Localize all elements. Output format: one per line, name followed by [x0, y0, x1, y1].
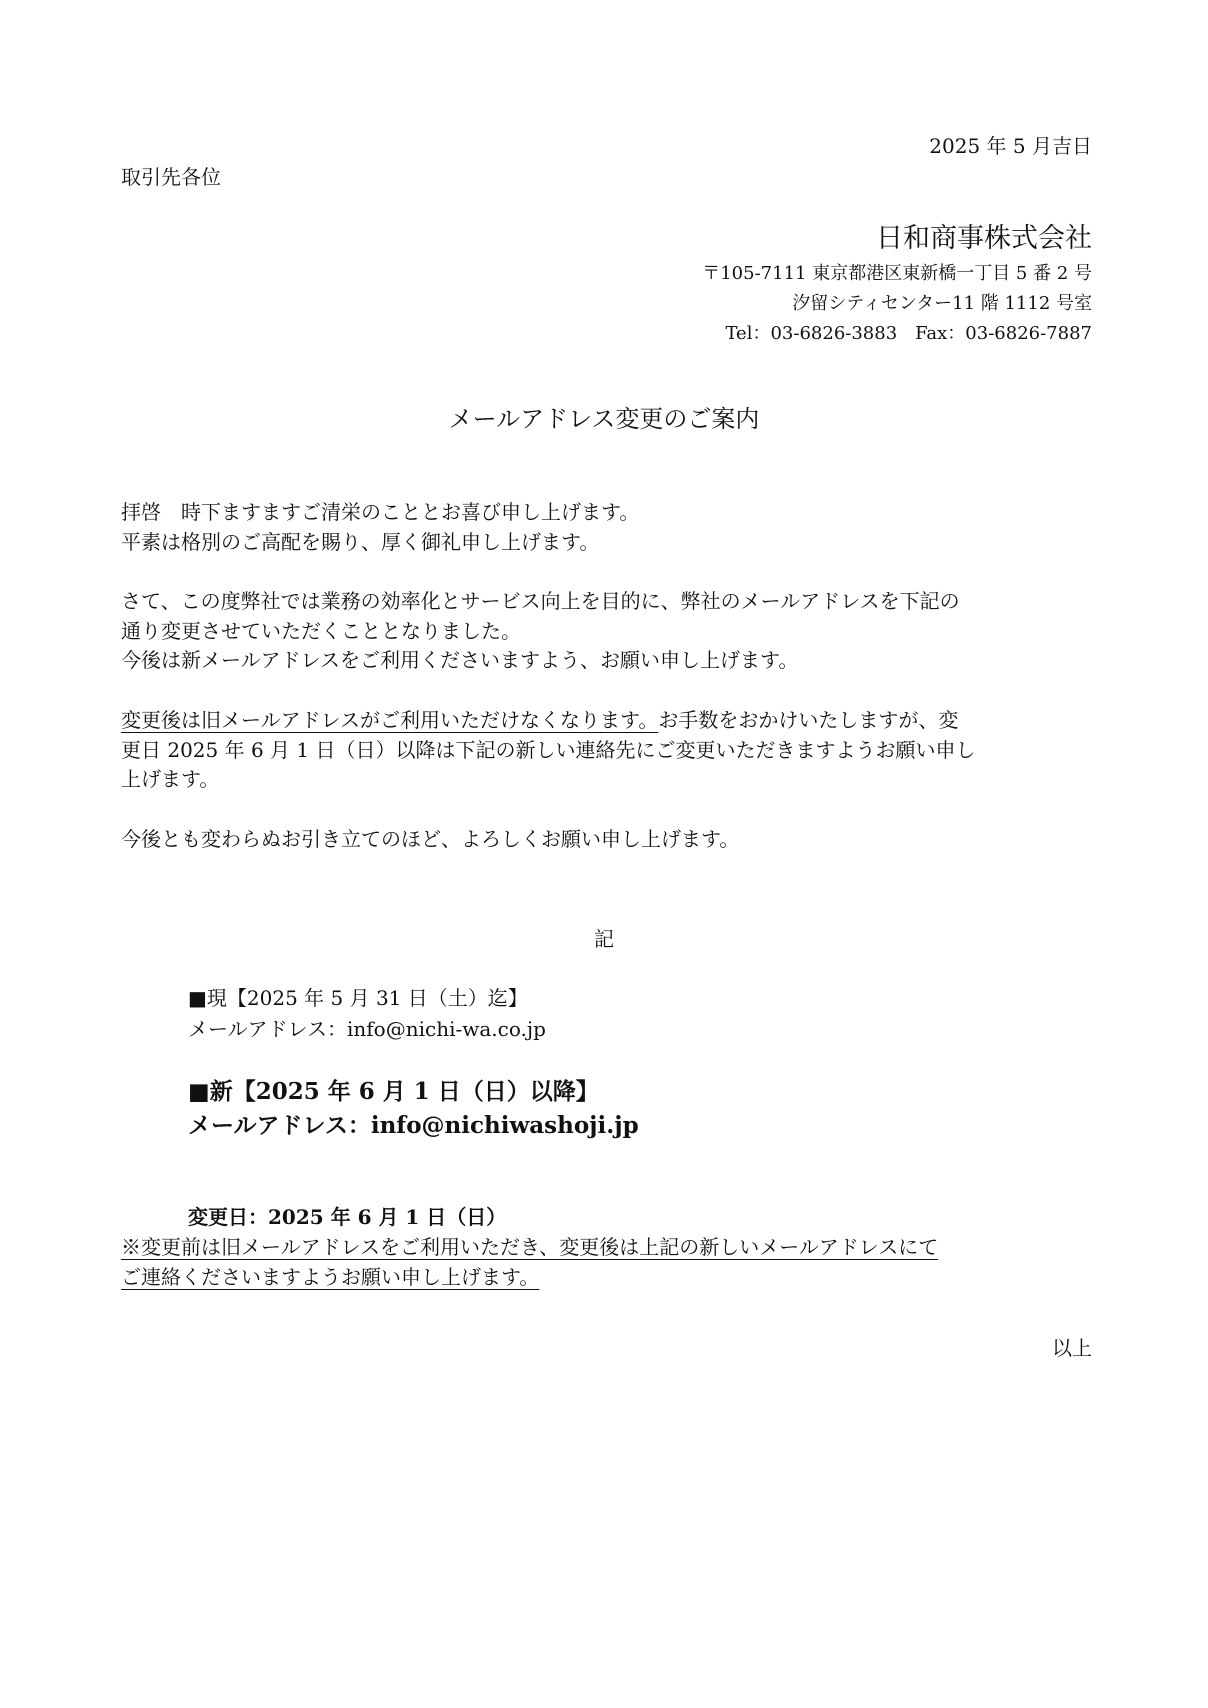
note-line-2: [121, 1262, 539, 1292]
notice-line-3: 上げます。: [121, 767, 220, 791]
closing-greeting: 今後とも変わらぬお引き立てのほど、よろしくお願い申し上げます。: [121, 827, 740, 851]
document-title: メールアドレス変更のご案内: [448, 405, 760, 433]
new-address-heading: ■新【2025 年 6 月 1 日（日）以降】: [188, 1078, 599, 1105]
new-email: メールアドレス：info@nichiwashoji.jp: [188, 1112, 639, 1139]
notice-underlined-text: 変更後は旧メールアドレスがご利用いただけなくなります。: [121, 708, 659, 732]
notice-line-1-rest: お手数をおかけいたしますが、変: [658, 708, 959, 732]
closing-mark: 以上: [1052, 1336, 1092, 1360]
company-name: 日和商事株式会社: [876, 223, 1092, 254]
recipient-line: 取引先各位: [121, 165, 221, 189]
note-line-1: [121, 1232, 938, 1262]
greeting-line-2: 平素は格別のご高配を賜り、厚く御礼申し上げます。: [121, 530, 600, 554]
note-line-1-text: ※変更前は旧メールアドレスをご利用いただき、変更後は上記の新しいメールアドレスにて: [121, 1235, 939, 1259]
note-line-2-text: ご連絡くださいますようお願い申し上げます。: [121, 1265, 540, 1289]
announcement-line-2: 通り変更させていただくこととなりました。: [121, 619, 521, 643]
record-heading: 記: [594, 927, 614, 951]
sender-contact: Tel：03-6826-3883 Fax：03-6826-7887: [725, 323, 1092, 344]
announcement-line-1: さて、この度弊社では業務の効率化とサービス向上を目的に、弊社のメールアドレスを下記の: [121, 589, 960, 613]
greeting-line-1: 拝啓 時下ますますご清栄のこととお喜び申し上げます。: [121, 500, 640, 524]
document-date: 2025 年 5 月吉日: [929, 134, 1092, 158]
change-date: 変更日：2025 年 6 月 1 日（日）: [188, 1205, 507, 1229]
sender-address-line1: 〒105-7111 東京都港区東新橋一丁目 5 番 2 号: [702, 263, 1092, 284]
notice-line-2: 更日 2025 年 6 月 1 日（日）以降は下記の新しい連絡先にご変更いただきますようお願い申し: [121, 738, 976, 762]
current-email: メールアドレス：info@nichi-wa.co.jp: [188, 1017, 546, 1041]
sender-address-line2: 汐留シティセンター11 階 1112 号室: [792, 293, 1092, 314]
current-address-heading: ■現【2025 年 5 月 31 日（土）迄】: [188, 986, 528, 1010]
announcement-line-3: 今後は新メールアドレスをご利用くださいますよう、お願い申し上げます。: [121, 648, 799, 672]
notice-line-1: [121, 705, 958, 735]
